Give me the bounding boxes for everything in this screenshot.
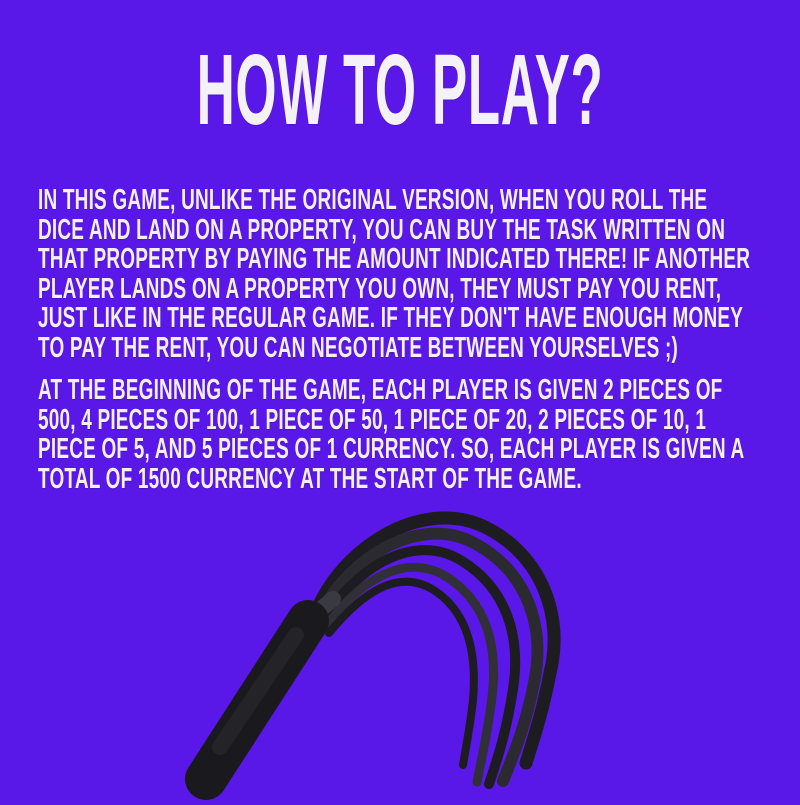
rules-line-2: DICE AND LAND ON A PROPERTY, YOU CAN BUY THE TASK WRITTEN ON	[38, 213, 726, 246]
rules-line-5: JUST LIKE IN THE REGULAR GAME. IF THEY DON'T HAVE ENOUGH MONEY	[38, 302, 744, 334]
starting-money-line-1: AT THE BEGINNING OF THE GAME, EACH PLAYER IS GIVEN 2 PIECES OF	[38, 374, 723, 406]
starting-money-line-4: TOTAL OF 1500 CURRENCY AT THE START OF THE GAME.	[38, 462, 582, 495]
starting-money-paragraph	[38, 376, 800, 494]
starting-money-line-2: 500, 4 PIECES OF 100, 1 PIECE OF 50, 1 PIECE OF 20, 2 PIECES OF 10, 1	[38, 403, 707, 436]
rules-paragraph	[38, 186, 800, 363]
starting-money-line-3: PIECE OF 5, AND 5 PIECES OF 1 CURRENCY. SO, EACH PLAYER IS GIVEN A	[38, 433, 745, 465]
rules-line-4: PLAYER LANDS ON A PROPERTY YOU OWN, THEY MUST PAY YOU RENT,	[38, 272, 722, 305]
page-title: HOW TO PLAY?	[196, 34, 604, 146]
rules-line-6: TO PAY THE RENT, YOU CAN NEGOTIATE BETWEEN YOURSELVES ;)	[38, 331, 679, 364]
whip-flogger-icon	[150, 495, 620, 805]
rules-line-3: THAT PROPERTY BY PAYING THE AMOUNT INDICATED THERE! IF ANOTHER	[38, 243, 751, 275]
rules-line-1: IN THIS GAME, UNLIKE THE ORIGINAL VERSION, WHEN YOU ROLL THE	[38, 184, 708, 216]
